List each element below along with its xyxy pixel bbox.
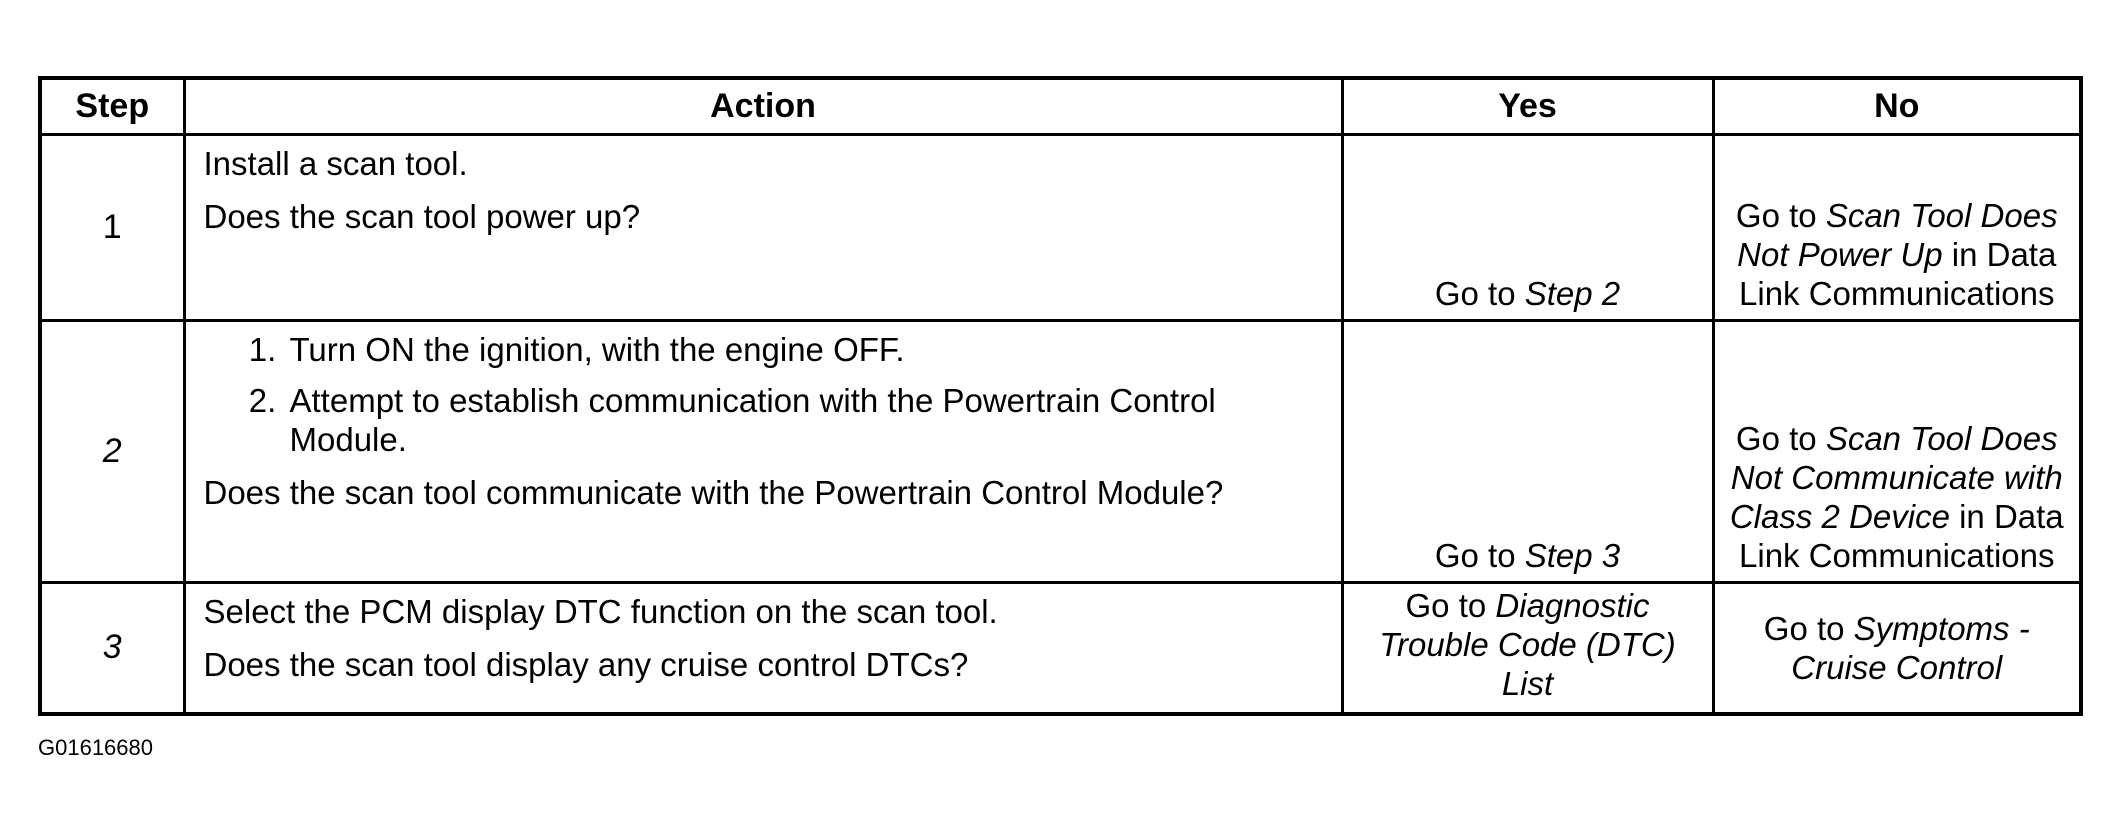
table-row — [40, 320, 2081, 582]
no-suffix: in Data Link Communications — [1739, 497, 2064, 574]
yes-cell — [1342, 320, 1713, 582]
step-number: 1 — [40, 134, 184, 320]
step-number: 3 — [40, 582, 184, 714]
action-question: Does the scan tool power up? — [203, 197, 641, 235]
header-step: Step — [40, 78, 184, 134]
yes-link[interactable]: Diagnostic Trouble Code (DTC) List — [1379, 586, 1676, 702]
no-suffix: in Data Link Communications — [1739, 235, 2057, 312]
action-question: Does the scan tool communicate with the Powertrain Control Module? — [203, 473, 1224, 511]
yes-cell — [1342, 582, 1713, 714]
action-line: Install a scan tool. — [203, 144, 468, 182]
diagnostic-table — [38, 76, 2083, 716]
figure-id: G01616680 — [38, 735, 153, 760]
header-yes: Yes — [1342, 78, 1713, 134]
yes-prefix: Go to — [1405, 586, 1496, 624]
action-question: Does the scan tool display any cruise control DTCs? — [203, 645, 969, 683]
no-cell — [1713, 582, 2081, 714]
yes-prefix: Go to — [1434, 536, 1525, 574]
yes-link[interactable]: Step 2 — [1524, 274, 1621, 312]
no-cell — [1713, 134, 2081, 320]
action-cell — [184, 320, 1342, 582]
step-number: 2 — [40, 320, 184, 582]
yes-cell — [1342, 134, 1713, 320]
table-row — [40, 582, 2081, 714]
action-cell — [184, 582, 1342, 714]
action-step: 2. Attempt to establish communication with the Powertrain Control Module. — [286, 381, 1327, 459]
no-link[interactable]: Scan Tool Does Not Power Up — [1737, 196, 2058, 273]
action-cell — [184, 134, 1342, 320]
action-steps-list — [204, 330, 1327, 459]
no-link[interactable]: Symptoms - Cruise Control — [1791, 609, 2030, 686]
no-link[interactable]: Scan Tool Does Not Communicate with Class 2 Device — [1729, 419, 2063, 535]
yes-link[interactable]: Step 3 — [1524, 536, 1621, 574]
no-prefix: Go to — [1735, 419, 1826, 457]
table-row — [40, 134, 2081, 320]
no-cell — [1713, 320, 2081, 582]
action-line: Select the PCM display DTC function on the scan tool. — [203, 592, 998, 630]
header-action: Action — [184, 78, 1342, 134]
no-prefix: Go to — [1763, 609, 1854, 647]
yes-prefix: Go to — [1434, 274, 1525, 312]
header-no: No — [1713, 78, 2081, 134]
no-prefix: Go to — [1735, 196, 1826, 234]
action-step: 1. Turn ON the ignition, with the engine OFF. — [286, 330, 1327, 369]
table-header-row — [40, 78, 2081, 134]
